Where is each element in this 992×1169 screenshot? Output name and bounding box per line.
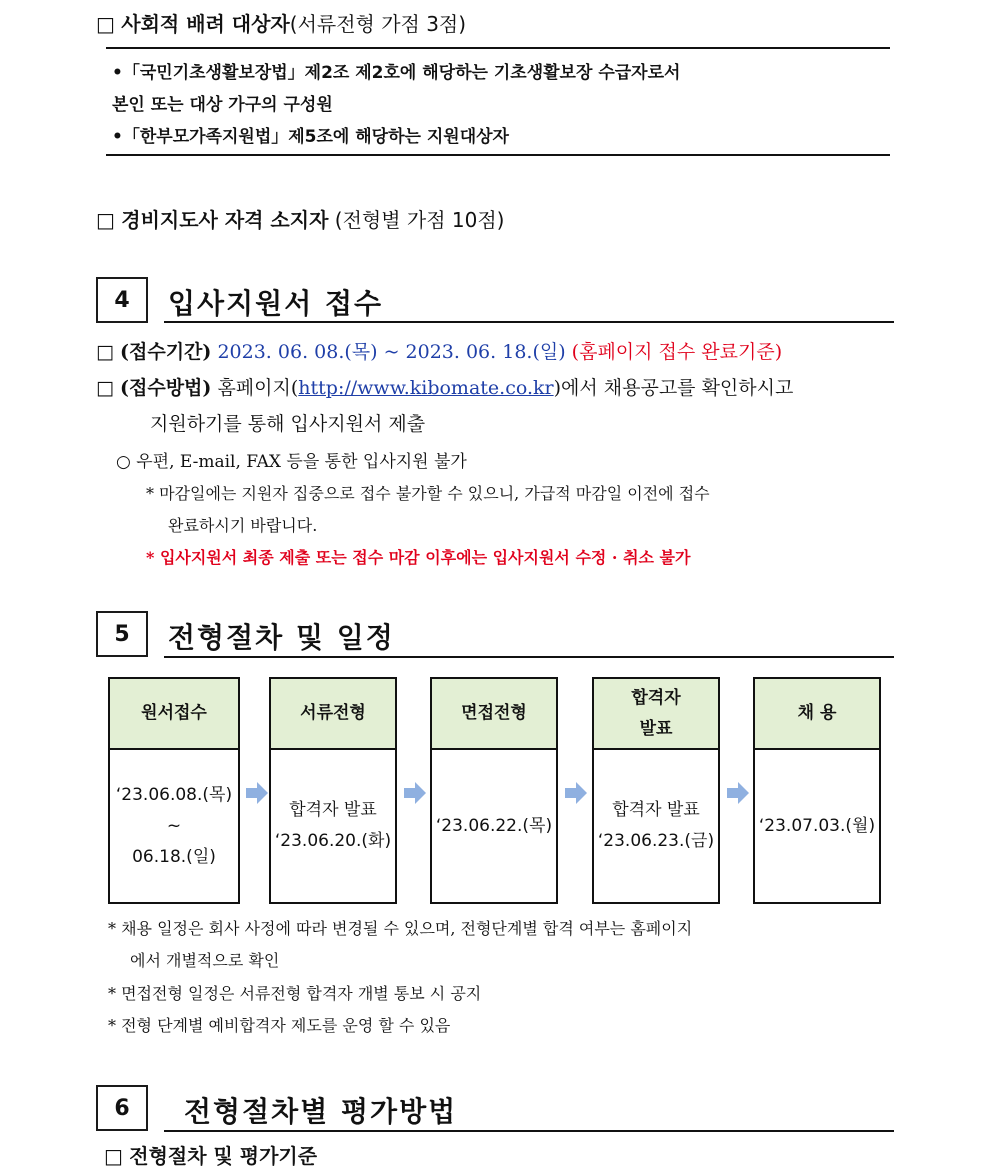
section-underline xyxy=(164,321,894,323)
step-body: ‘23.06.22.(목) xyxy=(435,815,553,836)
sub-heading xyxy=(104,1140,317,1169)
method-post: )에서 채용공고를 확인하시고 xyxy=(553,377,794,399)
star-note-cont: 완료하시기 바랍니다. xyxy=(168,516,318,535)
section-title: 전형절차별 평가방법 xyxy=(184,1095,458,1128)
section-title: 입사지원서 접수 xyxy=(168,287,384,320)
schedule-note: * 면접전형 일정은 서류전형 합격자 개별 통보 시 공지 xyxy=(108,984,482,1003)
arrow-right-icon xyxy=(402,780,428,806)
step-head: 서류전형 xyxy=(271,679,395,750)
social-item-2: •「한부모가족지원법」제5조에 해당하는 지원대상자 xyxy=(112,127,509,147)
method-row xyxy=(96,373,793,400)
step-body: ‘23.06.08.(목) ~ 06.18.(일) xyxy=(115,784,233,867)
arrow-right-icon xyxy=(244,780,270,806)
method-label: (접수방법) xyxy=(120,377,212,399)
circle-note: ○ 우편, E-mail, FAX 등을 통한 입사지원 불가 xyxy=(116,452,467,472)
guard-title: 경비지도사 자격 소지자 xyxy=(121,208,329,232)
checkbox-icon: □ xyxy=(96,12,115,36)
section-number: 6 xyxy=(96,1085,148,1131)
method-pre: 홈페이지( xyxy=(217,377,299,399)
homepage-link[interactable]: http://www.kibomate.co.kr xyxy=(298,377,554,399)
divider xyxy=(106,154,890,156)
step-head: 합격자 발표 xyxy=(594,679,718,750)
guard-note: (전형별 가점 10점) xyxy=(334,208,505,232)
warning-note: * 입사지원서 최종 제출 또는 접수 마감 이후에는 입사지원서 수정 · 취소 불가 xyxy=(146,548,691,567)
step-head: 원서접수 xyxy=(110,679,238,750)
step-box xyxy=(753,677,881,904)
section-number: 4 xyxy=(96,277,148,323)
social-item-1-cont: 본인 또는 대상 가구의 구성원 xyxy=(112,95,333,115)
social-heading xyxy=(96,8,466,37)
step-head: 채 용 xyxy=(755,679,879,750)
section-underline xyxy=(164,656,894,658)
checkbox-icon: □ xyxy=(104,1144,123,1168)
step-box xyxy=(108,677,240,904)
section-number: 5 xyxy=(96,611,148,657)
arrow-right-icon xyxy=(563,780,589,806)
schedule-note: * 채용 일정은 회사 사정에 따라 변경될 수 있으며, 전형단계별 합격 여부는 홈페이지 xyxy=(108,919,693,938)
period-value: 2023. 06. 08.(목) ~ 2023. 06. 18.(일) xyxy=(217,341,566,363)
checkbox-icon: □ xyxy=(96,377,114,399)
section-underline xyxy=(164,1130,894,1132)
checkbox-icon: □ xyxy=(96,208,115,232)
period-note: (홈페이지 접수 완료기준) xyxy=(571,341,783,363)
step-body: ‘23.07.03.(월) xyxy=(758,815,876,836)
arrow-right-icon xyxy=(725,780,751,806)
step-body: 합격자 발표 ‘23.06.23.(금) xyxy=(597,800,715,851)
period-label: (접수기간) xyxy=(120,341,212,363)
step-box xyxy=(269,677,397,904)
social-note: (서류전형 가점 3점) xyxy=(289,12,467,36)
guard-heading xyxy=(96,204,504,233)
star-note: * 마감일에는 지원자 집중으로 접수 불가할 수 있으니, 가급적 마감일 이전에 접수 xyxy=(146,484,710,503)
social-title: 사회적 배려 대상자 xyxy=(121,12,290,36)
sub-title: 전형절차 및 평가기준 xyxy=(129,1144,318,1168)
social-item-1: •「국민기초생활보장법」제2조 제2호에 해당하는 기초생활보장 수급자로서 xyxy=(112,63,681,83)
step-body: 합격자 발표 ‘23.06.20.(화) xyxy=(274,800,392,851)
step-box xyxy=(592,677,720,904)
method-line2: 지원하기를 통해 입사지원서 제출 xyxy=(150,413,426,435)
schedule-note: * 전형 단계별 예비합격자 제도를 운영 할 수 있음 xyxy=(108,1016,451,1035)
step-box xyxy=(430,677,558,904)
period-row xyxy=(96,337,782,364)
step-head: 면접전형 xyxy=(432,679,556,750)
schedule-note-cont: 에서 개별적으로 확인 xyxy=(130,951,280,970)
section-title: 전형절차 및 일정 xyxy=(168,621,395,654)
checkbox-icon: □ xyxy=(96,341,114,363)
divider xyxy=(106,47,890,49)
